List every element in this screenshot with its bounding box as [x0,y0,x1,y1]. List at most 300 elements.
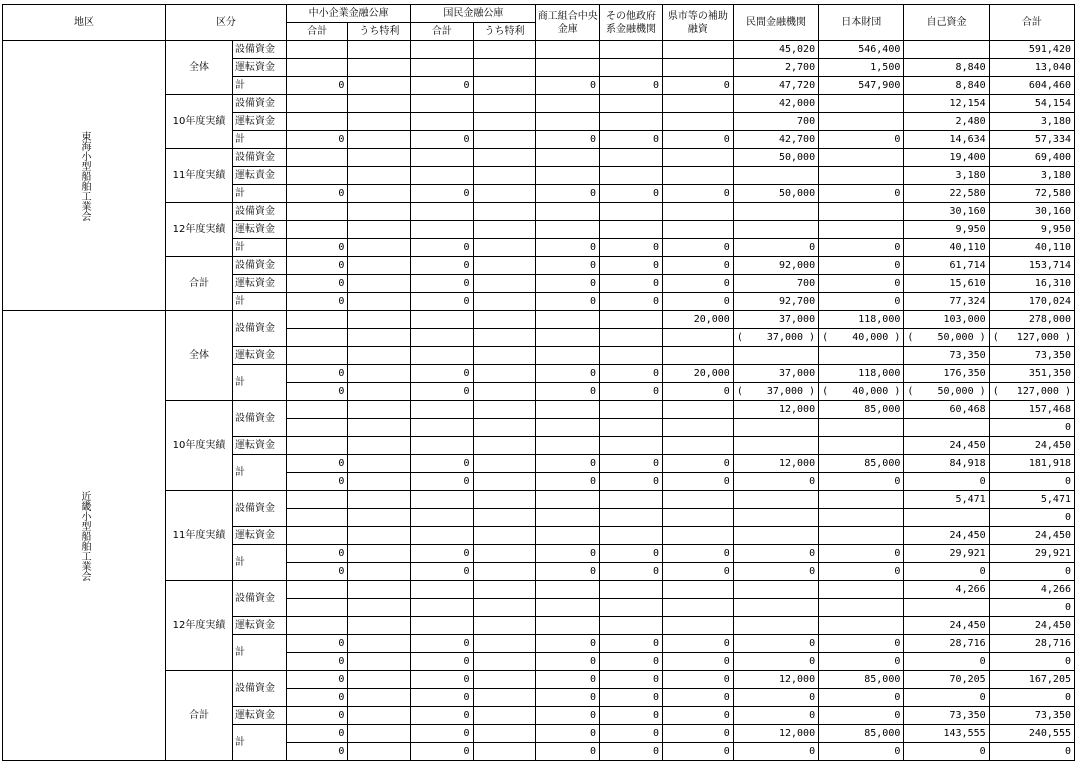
value-cell-other-gov [600,617,663,635]
value-cell-shoko-chukin: 0 [536,671,600,689]
value-cell-private-banks: 0 [733,653,818,671]
value-cell-local-subsidy [662,95,733,113]
value-cell-private-banks [733,581,818,599]
value-cell-private-banks: ( 37,000 ) [733,383,818,401]
value-cell-national-special-rate [473,347,536,365]
value-cell-own-funds: 73,350 [904,707,989,725]
value-cell-private-banks: 12,000 [733,401,818,419]
value-cell-nippon-foundation [819,149,904,167]
value-cell-total: 0 [989,563,1074,581]
value-cell-local-subsidy: 0 [662,131,733,149]
value-cell-shoko-chukin [536,617,600,635]
value-cell-national-special-rate [473,311,536,329]
value-cell-local-subsidy [662,329,733,347]
value-cell-sme-special-rate [348,41,411,59]
value-cell-other-gov [600,113,663,131]
value-cell-total: 181,918 [989,455,1074,473]
header-private-banks: 民間金融機関 [733,5,818,41]
value-cell-sme-special-rate [348,473,411,491]
value-cell-nippon-foundation: 0 [819,473,904,491]
value-cell-total: 24,450 [989,617,1074,635]
value-cell-nippon-foundation [819,491,904,509]
value-cell-other-gov [600,59,663,77]
item-label: 設備資金 [233,257,287,275]
value-cell-other-gov [600,329,663,347]
item-label: 設備資金 [233,203,287,221]
value-cell-sme-total [286,599,348,617]
value-cell-nippon-foundation: 547,900 [819,77,904,95]
value-cell-sme-total: 0 [286,545,348,563]
value-cell-sme-special-rate [348,131,411,149]
value-cell-other-gov: 0 [600,185,663,203]
value-cell-national-special-rate [473,95,536,113]
period-label: 10年度実績 [166,401,233,491]
value-cell-sme-total: 0 [286,689,348,707]
value-cell-total: 9,950 [989,221,1074,239]
value-cell-nippon-foundation: 85,000 [819,455,904,473]
value-cell-shoko-chukin [536,41,600,59]
value-cell-own-funds: 0 [904,563,989,581]
value-cell-nippon-foundation [819,113,904,131]
value-cell-private-banks [733,527,818,545]
value-cell-private-banks: 37,000 [733,311,818,329]
value-cell-other-gov [600,419,663,437]
value-cell-shoko-chukin: 0 [536,275,600,293]
value-cell-total: 170,024 [989,293,1074,311]
value-cell-national-total: 0 [411,77,473,95]
value-cell-shoko-chukin: 0 [536,455,600,473]
value-cell-shoko-chukin: 0 [536,635,600,653]
value-cell-other-gov: 0 [600,257,663,275]
value-cell-national-total: 0 [411,635,473,653]
value-cell-total: 157,468 [989,401,1074,419]
value-cell-national-special-rate [473,149,536,167]
item-label: 運転資金 [233,527,287,545]
value-cell-sme-special-rate [348,401,411,419]
value-cell-shoko-chukin: 0 [536,257,600,275]
value-cell-total: 24,450 [989,527,1074,545]
value-cell-private-banks: 12,000 [733,725,818,743]
financing-table [2,4,1075,761]
value-cell-local-subsidy [662,113,733,131]
value-cell-sme-total [286,149,348,167]
value-cell-shoko-chukin [536,329,600,347]
value-cell-shoko-chukin [536,95,600,113]
value-cell-national-special-rate [473,617,536,635]
value-cell-national-total: 0 [411,671,473,689]
value-cell-local-subsidy: 0 [662,635,733,653]
value-cell-sme-special-rate [348,455,411,473]
value-cell-other-gov [600,509,663,527]
value-cell-national-total: 0 [411,365,473,383]
value-cell-national-total [411,599,473,617]
value-cell-own-funds: 29,921 [904,545,989,563]
value-cell-shoko-chukin: 0 [536,131,600,149]
value-cell-local-subsidy [662,167,733,185]
value-cell-sme-special-rate [348,365,411,383]
value-cell-shoko-chukin: 0 [536,185,600,203]
value-cell-other-gov [600,599,663,617]
value-cell-local-subsidy [662,437,733,455]
value-cell-private-banks: 50,000 [733,149,818,167]
header-nippon-foundation: 日本財団 [819,5,904,41]
value-cell-local-subsidy [662,221,733,239]
item-label: 計 [233,239,287,257]
value-cell-total: 13,040 [989,59,1074,77]
item-label: 運転資金 [233,347,287,365]
period-label: 11年度実績 [166,149,233,203]
value-cell-sme-special-rate [348,167,411,185]
item-label: 設備資金 [233,311,287,347]
header-sme-total: 合計 [286,23,348,41]
value-cell-private-banks: 42,000 [733,95,818,113]
value-cell-sme-total [286,59,348,77]
value-cell-sme-special-rate [348,725,411,743]
value-cell-nippon-foundation: 0 [819,545,904,563]
value-cell-national-special-rate [473,707,536,725]
value-cell-own-funds: 77,324 [904,293,989,311]
value-cell-national-total [411,617,473,635]
value-cell-private-banks: 0 [733,743,818,761]
value-cell-shoko-chukin [536,221,600,239]
value-cell-national-special-rate [473,185,536,203]
period-label: 全体 [166,311,233,401]
item-label: 運転資金 [233,221,287,239]
value-cell-own-funds: 5,471 [904,491,989,509]
value-cell-national-total: 0 [411,707,473,725]
value-cell-total: 5,471 [989,491,1074,509]
value-cell-national-special-rate [473,545,536,563]
value-cell-other-gov [600,41,663,59]
item-label: 運転責金 [233,167,287,185]
value-cell-sme-special-rate [348,203,411,221]
value-cell-national-total [411,95,473,113]
value-cell-private-banks: 12,000 [733,455,818,473]
item-label: 設備資金 [233,41,287,59]
value-cell-other-gov: 0 [600,725,663,743]
period-label: 12年度実績 [166,581,233,671]
value-cell-own-funds: 103,000 [904,311,989,329]
value-cell-local-subsidy: 20,000 [662,311,733,329]
value-cell-total: 40,110 [989,239,1074,257]
value-cell-sme-special-rate [348,509,411,527]
value-cell-national-total [411,113,473,131]
value-cell-private-banks: 0 [733,239,818,257]
value-cell-total: 24,450 [989,437,1074,455]
value-cell-nippon-foundation [819,599,904,617]
value-cell-private-banks: ( 37,000 ) [733,329,818,347]
value-cell-nippon-foundation: ( 40,000 ) [819,329,904,347]
value-cell-sme-special-rate [348,653,411,671]
value-cell-private-banks: 0 [733,563,818,581]
value-cell-sme-special-rate [348,185,411,203]
value-cell-nippon-foundation: 118,000 [819,311,904,329]
value-cell-national-total [411,491,473,509]
value-cell-sme-special-rate [348,743,411,761]
value-cell-own-funds: 2,480 [904,113,989,131]
value-cell-sme-total: 0 [286,185,348,203]
value-cell-sme-special-rate [348,635,411,653]
value-cell-total: 351,350 [989,365,1074,383]
period-label: 11年度実績 [166,491,233,581]
value-cell-national-special-rate [473,509,536,527]
value-cell-nippon-foundation: 0 [819,707,904,725]
value-cell-private-banks: 12,000 [733,671,818,689]
value-cell-nippon-foundation: 0 [819,275,904,293]
value-cell-own-funds: 0 [904,743,989,761]
value-cell-sme-total: 0 [286,275,348,293]
value-cell-sme-total: 0 [286,293,348,311]
value-cell-private-banks [733,167,818,185]
value-cell-sme-total [286,41,348,59]
value-cell-private-banks: 37,000 [733,365,818,383]
table-row [3,311,1075,329]
value-cell-national-special-rate [473,599,536,617]
value-cell-sme-total [286,329,348,347]
value-cell-national-special-rate [473,239,536,257]
item-label: 運転資金 [233,113,287,131]
value-cell-local-subsidy [662,41,733,59]
value-cell-shoko-chukin [536,59,600,77]
value-cell-total: 28,716 [989,635,1074,653]
value-cell-other-gov [600,437,663,455]
value-cell-national-special-rate [473,293,536,311]
header-sme-special-rate: うち特利 [348,23,411,41]
period-label: 12年度実績 [166,203,233,257]
value-cell-own-funds: 30,160 [904,203,989,221]
value-cell-sme-total: 0 [286,257,348,275]
value-cell-other-gov [600,347,663,365]
value-cell-national-total [411,329,473,347]
value-cell-local-subsidy [662,203,733,221]
value-cell-total: 0 [989,473,1074,491]
value-cell-national-total: 0 [411,131,473,149]
value-cell-local-subsidy: 0 [662,707,733,725]
header-category: 区分 [166,5,287,41]
value-cell-sme-total: 0 [286,743,348,761]
value-cell-national-total: 0 [411,239,473,257]
value-cell-national-total: 0 [411,185,473,203]
value-cell-sme-total [286,113,348,131]
value-cell-national-special-rate [473,743,536,761]
value-cell-own-funds: 28,716 [904,635,989,653]
value-cell-sme-total [286,509,348,527]
value-cell-national-total [411,437,473,455]
value-cell-total: 29,921 [989,545,1074,563]
value-cell-local-subsidy [662,491,733,509]
value-cell-total: 3,180 [989,167,1074,185]
value-cell-sme-special-rate [348,437,411,455]
value-cell-own-funds: 176,350 [904,365,989,383]
value-cell-other-gov [600,203,663,221]
value-cell-sme-total: 0 [286,653,348,671]
value-cell-sme-total: 0 [286,131,348,149]
value-cell-private-banks [733,221,818,239]
value-cell-shoko-chukin [536,203,600,221]
value-cell-local-subsidy: 0 [662,563,733,581]
value-cell-private-banks: 0 [733,707,818,725]
value-cell-national-special-rate [473,563,536,581]
value-cell-total: 3,180 [989,113,1074,131]
value-cell-local-subsidy [662,599,733,617]
value-cell-national-total [411,149,473,167]
value-cell-own-funds: 0 [904,653,989,671]
value-cell-national-total [411,59,473,77]
value-cell-sme-total [286,347,348,365]
item-label: 設備資金 [233,671,287,707]
item-label: 計 [233,131,287,149]
value-cell-other-gov [600,401,663,419]
value-cell-sme-special-rate [348,275,411,293]
item-label: 計 [233,725,287,761]
value-cell-private-banks: 42,700 [733,131,818,149]
value-cell-own-funds: 15,610 [904,275,989,293]
value-cell-other-gov: 0 [600,563,663,581]
value-cell-own-funds: 73,350 [904,347,989,365]
value-cell-sme-special-rate [348,311,411,329]
region-label: 東海小型船舶工業会 [3,41,166,311]
value-cell-sme-total [286,167,348,185]
value-cell-local-subsidy: 0 [662,455,733,473]
value-cell-private-banks: 47,720 [733,77,818,95]
value-cell-other-gov [600,491,663,509]
value-cell-national-special-rate [473,257,536,275]
item-label: 設備資金 [233,95,287,113]
value-cell-nippon-foundation: ( 40,000 ) [819,383,904,401]
value-cell-own-funds: 0 [904,473,989,491]
value-cell-other-gov: 0 [600,131,663,149]
value-cell-other-gov: 0 [600,77,663,95]
value-cell-nippon-foundation: 0 [819,293,904,311]
value-cell-nippon-foundation [819,95,904,113]
value-cell-shoko-chukin [536,149,600,167]
value-cell-local-subsidy [662,617,733,635]
value-cell-local-subsidy [662,347,733,365]
value-cell-shoko-chukin: 0 [536,239,600,257]
value-cell-local-subsidy [662,419,733,437]
value-cell-nippon-foundation [819,527,904,545]
value-cell-sme-total: 0 [286,455,348,473]
value-cell-total: 591,420 [989,41,1074,59]
value-cell-own-funds [904,419,989,437]
period-label: 全体 [166,41,233,95]
value-cell-national-special-rate [473,419,536,437]
value-cell-total: 57,334 [989,131,1074,149]
item-label: 設備資金 [233,401,287,437]
value-cell-total: 54,154 [989,95,1074,113]
value-cell-local-subsidy: 0 [662,275,733,293]
value-cell-own-funds: ( 50,000 ) [904,329,989,347]
value-cell-total: 0 [989,419,1074,437]
value-cell-shoko-chukin [536,311,600,329]
value-cell-total: 240,555 [989,725,1074,743]
value-cell-national-total [411,41,473,59]
value-cell-total: 72,580 [989,185,1074,203]
value-cell-shoko-chukin: 0 [536,383,600,401]
value-cell-private-banks [733,203,818,221]
value-cell-private-banks [733,437,818,455]
value-cell-nippon-foundation: 85,000 [819,671,904,689]
value-cell-nippon-foundation [819,509,904,527]
value-cell-total: 0 [989,509,1074,527]
value-cell-shoko-chukin [536,113,600,131]
value-cell-local-subsidy: 0 [662,77,733,95]
value-cell-sme-total: 0 [286,383,348,401]
value-cell-sme-special-rate [348,221,411,239]
value-cell-own-funds: ( 50,000 ) [904,383,989,401]
value-cell-private-banks: 0 [733,689,818,707]
value-cell-national-special-rate [473,41,536,59]
value-cell-sme-special-rate [348,329,411,347]
value-cell-local-subsidy [662,401,733,419]
value-cell-sme-total [286,311,348,329]
item-label: 計 [233,365,287,401]
value-cell-national-total [411,167,473,185]
period-label: 合計 [166,257,233,311]
value-cell-sme-total [286,203,348,221]
value-cell-national-total: 0 [411,275,473,293]
item-label: 計 [233,635,287,671]
value-cell-sme-total [286,581,348,599]
item-label: 計 [233,455,287,491]
header-total: 合計 [989,5,1074,41]
value-cell-national-total: 0 [411,563,473,581]
value-cell-national-special-rate [473,725,536,743]
value-cell-other-gov: 0 [600,689,663,707]
value-cell-nippon-foundation: 0 [819,185,904,203]
value-cell-shoko-chukin [536,527,600,545]
value-cell-other-gov: 0 [600,275,663,293]
value-cell-national-total [411,311,473,329]
item-label: 運転資金 [233,59,287,77]
value-cell-total: 153,714 [989,257,1074,275]
value-cell-sme-total: 0 [286,77,348,95]
value-cell-private-banks: 0 [733,545,818,563]
value-cell-national-special-rate [473,365,536,383]
value-cell-shoko-chukin [536,491,600,509]
header-group-national-finance-corp: 国民金融公庫 [411,5,536,23]
item-label: 運転資金 [233,437,287,455]
value-cell-local-subsidy: 0 [662,239,733,257]
value-cell-local-subsidy: 0 [662,725,733,743]
value-cell-sme-special-rate [348,257,411,275]
value-cell-own-funds [904,41,989,59]
value-cell-own-funds: 24,450 [904,617,989,635]
value-cell-sme-total [286,617,348,635]
value-cell-nippon-foundation: 0 [819,257,904,275]
value-cell-shoko-chukin: 0 [536,653,600,671]
value-cell-other-gov: 0 [600,671,663,689]
value-cell-own-funds: 22,580 [904,185,989,203]
value-cell-other-gov [600,167,663,185]
value-cell-nippon-foundation [819,419,904,437]
value-cell-local-subsidy: 0 [662,383,733,401]
item-label: 計 [233,293,287,311]
value-cell-own-funds: 0 [904,689,989,707]
value-cell-private-banks: 700 [733,113,818,131]
value-cell-sme-total: 0 [286,365,348,383]
value-cell-sme-total [286,401,348,419]
value-cell-national-total [411,581,473,599]
value-cell-nippon-foundation: 85,000 [819,401,904,419]
value-cell-nippon-foundation [819,203,904,221]
header-shoko-chukin: 商工組合中央金庫 [536,5,600,41]
value-cell-local-subsidy: 0 [662,671,733,689]
value-cell-nippon-foundation: 0 [819,131,904,149]
header-own-funds: 自己資金 [904,5,989,41]
value-cell-other-gov: 0 [600,473,663,491]
value-cell-national-special-rate [473,275,536,293]
